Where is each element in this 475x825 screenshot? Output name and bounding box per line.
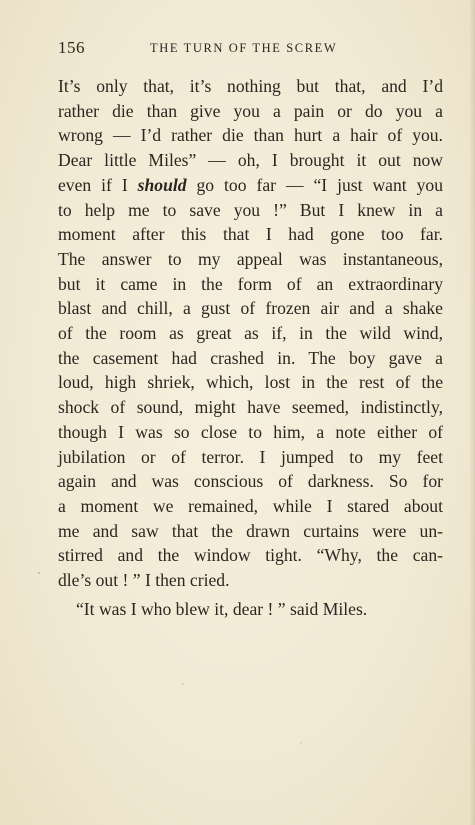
text-line: though I was so close to him, a note either of [58, 421, 443, 442]
running-head [58, 38, 438, 58]
text-line: a moment we remained, while I stared about [58, 495, 443, 516]
paragraph-1 [58, 74, 443, 593]
paper-speck [38, 572, 40, 574]
text-line: loud, high shriek, which, lost in the rest of the [58, 372, 443, 393]
text-line: the casement had crashed in. The boy gave a [58, 347, 443, 368]
paragraph-2 [58, 597, 443, 622]
text-line: moment after this that I had gone too far. [58, 224, 443, 245]
page-number: 156 [58, 38, 85, 57]
text-line-emphasis [58, 173, 443, 198]
body-text [58, 74, 443, 621]
text-line: wrong — I’d rather die than hurt a hair of you. [58, 125, 443, 146]
text-span: even if I [58, 174, 138, 195]
text-line: It’s only that, it’s nothing but that, and I’d [58, 76, 443, 96]
text-line: to help me to save you !” But I knew in a [58, 199, 443, 220]
text-line: jubilation or of terror. I jumped to my feet [58, 446, 443, 467]
page-edge-shadow [469, 0, 475, 825]
text-line: The answer to my appeal was instantaneous, [58, 248, 443, 269]
text-line: shock of sound, might have seemed, indistinctly, [58, 397, 443, 418]
text-line: rather die than give you a pain or do you a [58, 100, 443, 121]
text-line: blast and chill, a gust of frozen air and a shake [58, 298, 443, 319]
text-line: but it came in the form of an extraordinary [58, 273, 443, 294]
emphasized-word: should [137, 174, 187, 195]
running-title: THE TURN OF THE SCREW [150, 41, 338, 55]
paper-speck [300, 742, 302, 744]
text-line: of the room as great as if, in the wild wind, [58, 323, 443, 344]
text-span: go too far — “I just want you [186, 174, 443, 195]
text-line: me and saw that the drawn curtains were un- [58, 520, 443, 541]
text-line: again and was conscious of darkness. So for [58, 471, 443, 492]
text-line: Dear little Miles” — oh, I brought it out now [58, 150, 443, 171]
paper-speck [182, 683, 184, 685]
text-line: “It was I who blew it, dear ! ” said Miles. [76, 598, 368, 619]
text-line: stirred and the window tight. “Why, the can- [58, 545, 443, 566]
text-line: dle’s out ! ” I then cried. [58, 570, 230, 591]
